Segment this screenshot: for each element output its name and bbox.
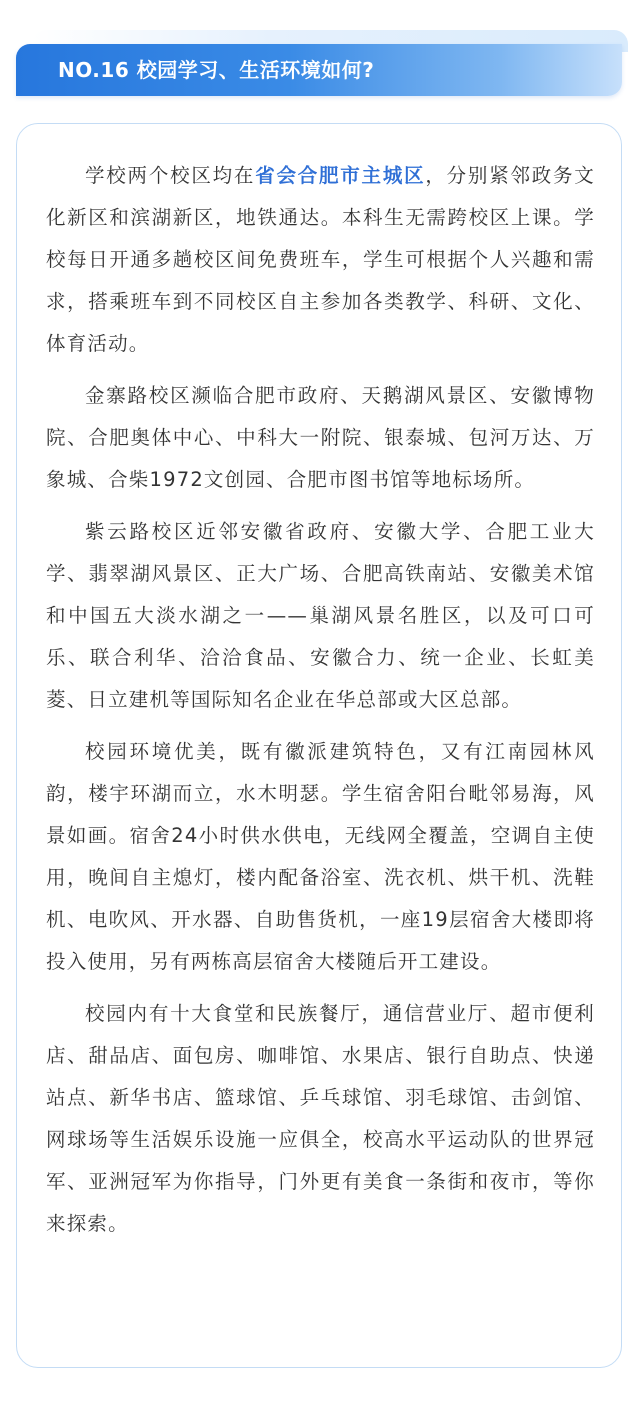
content-card: [16, 123, 622, 1368]
paragraph-text: 学校两个校区均在: [85, 164, 256, 187]
section-header: [12, 30, 628, 100]
paragraph-campus-facilities: 校园内有十大食堂和民族餐厅，通信营业厅、超市便利店、甜品店、面包房、咖啡馆、水果店、银行自助点、快递站点、新华书店、篮球馆、乒乓球馆、羽毛球馆、击剑馆、网球场等生活娱乐设施一应俱全，校高水平运动队的世界冠军、亚洲冠军为你指导，门外更有美食一条街和夜市，等你来探索。: [46, 1002, 595, 1235]
paragraph-ziyun-campus: 紫云路校区近邻安徽省政府、安徽大学、合肥工业大学、翡翠湖风景区、正大广场、合肥高铁南站、安徽美术馆和中国五大淡水湖之一——巢湖风景名胜区，以及可口可乐、联合利华、洽洽食品、安徽合力、统一企业、长虹美菱、日立建机等国际知名企业在华总部或大区总部。: [46, 520, 595, 711]
paragraph-text: ，分别紧邻政务文化新区和滨湖新区，地铁通达。本科生无需跨校区上课。学校每日开通多趟校区间免费班车，学生可根据个人兴趣和需求，搭乘班车到不同校区自主参加各类教学、科研、文化、体育活动。: [46, 164, 595, 355]
paragraph-jinzhai-campus: 金寨路校区濒临合肥市政府、天鹅湖风景区、安徽博物院、合肥奥体中心、中科大一附院、银泰城、包河万达、万象城、合柴1972文创园、合肥市图书馆等地标场所。: [46, 384, 595, 491]
highlight-text: 省会合肥市主城区: [255, 164, 426, 187]
paragraph-campus-location: [46, 155, 595, 365]
paragraph-campus-environment: 校园环境优美，既有徽派建筑特色，又有江南园林风韵，楼宇环湖而立，水木明瑟。学生宿舍阳台毗邻易海，风景如画。宿舍24小时供水供电，无线网全覆盖，空调自主使用，晚间自主熄灯，楼内配备浴室、洗衣机、烘干机、洗鞋机、电吹风、开水器、自助售货机，一座19层宿舍大楼即将投入使用，另有两栋高层宿舍大楼随后开工建设。: [46, 740, 595, 973]
section-title: NO.16 校园学习、生活环境如何?: [58, 58, 375, 82]
